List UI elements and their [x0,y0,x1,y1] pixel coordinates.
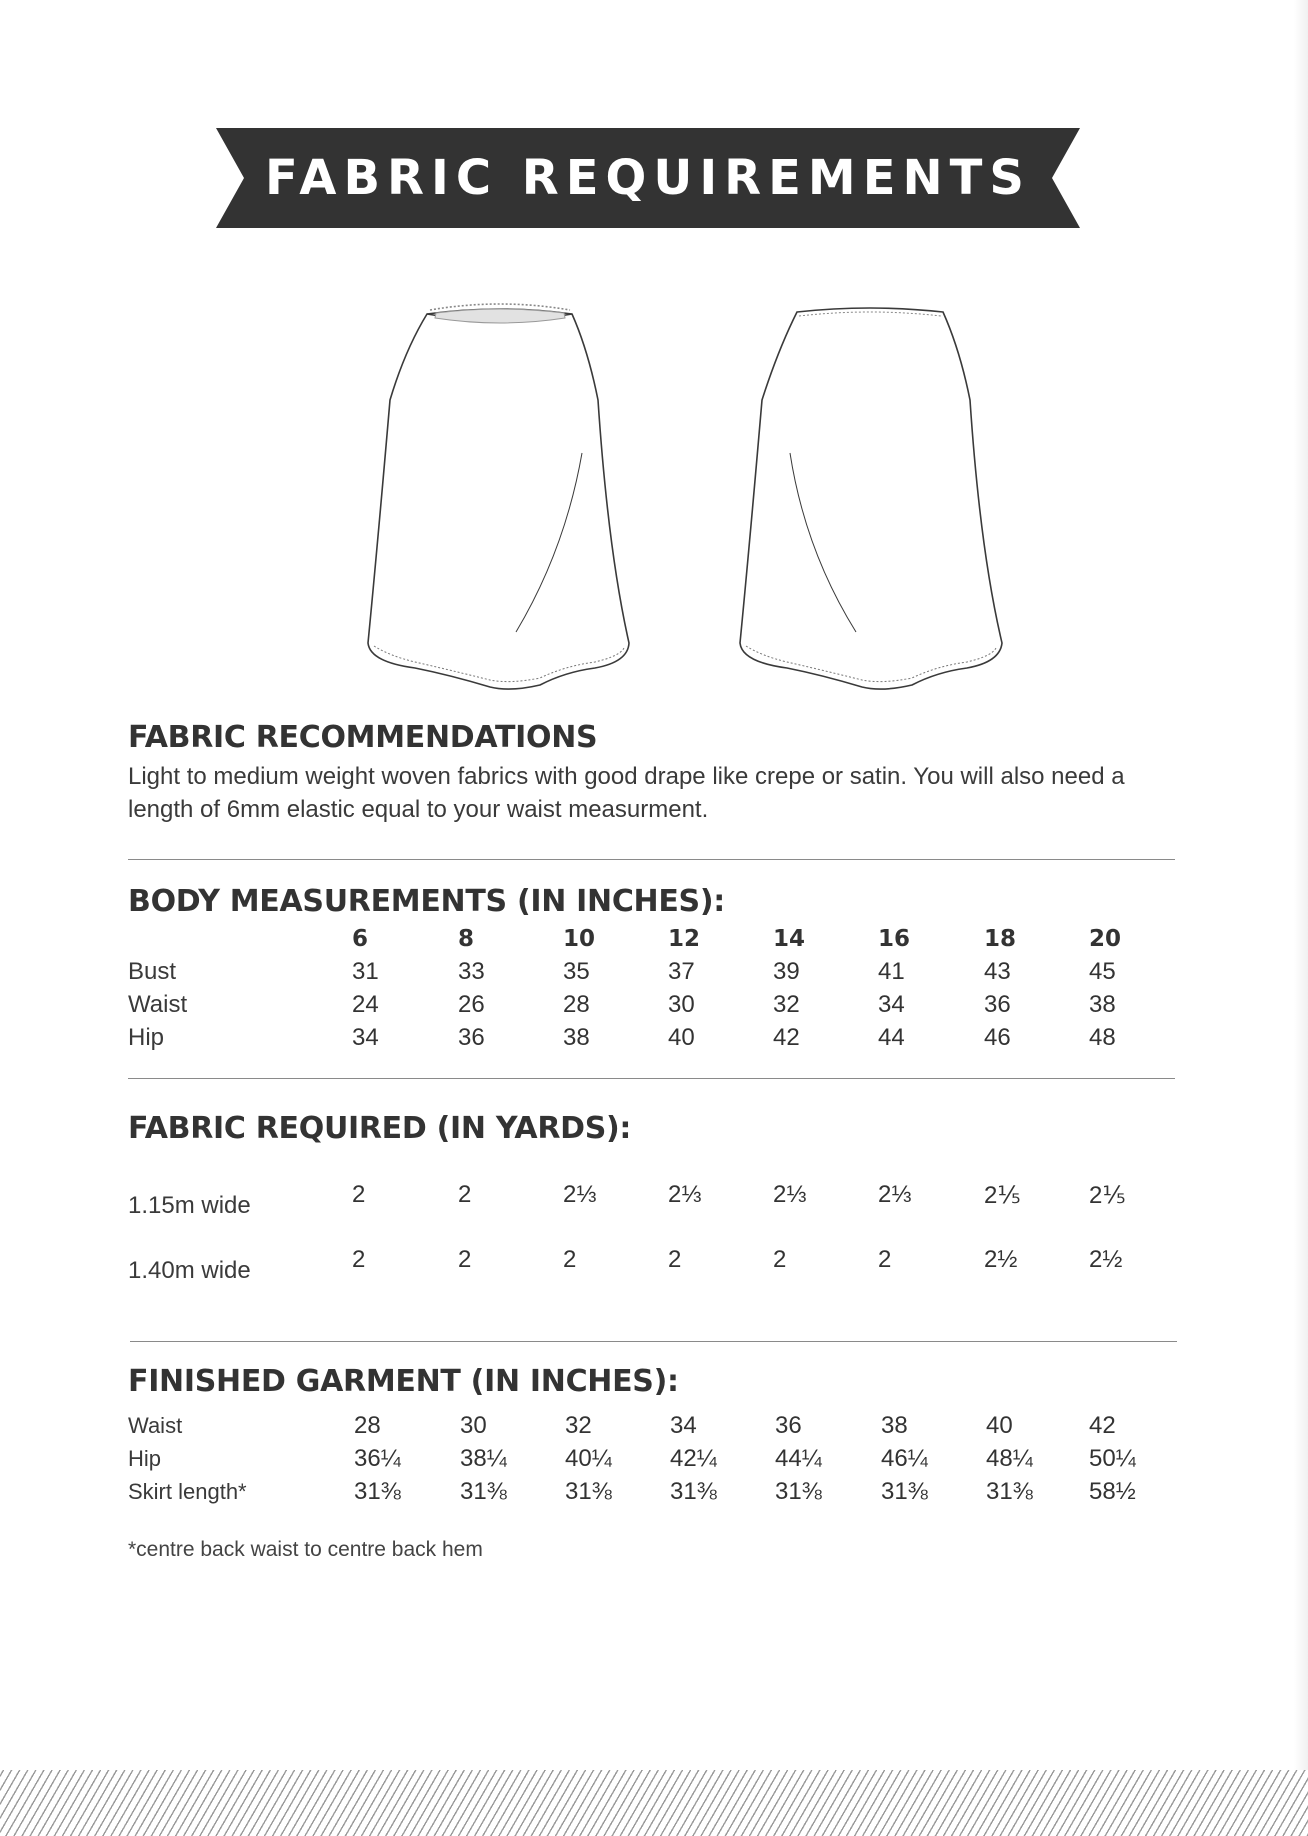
table-cell: 31⅜ [986,1478,1033,1505]
table-cell: 2 [773,1246,787,1273]
table-cell: 2⅕ [1089,1182,1126,1209]
table-cell: 2½ [1089,1246,1123,1273]
table-cell: 26 [458,991,485,1018]
size-header: 12 [668,926,701,952]
table-cell: 2⅓ [878,1181,912,1208]
table-cell: 30 [668,991,695,1018]
table-cell: 2 [563,1246,577,1273]
table-cell: 2 [352,1246,366,1273]
page-title: FABRIC REQUIREMENTS [265,150,1031,206]
divider [128,1078,1175,1079]
table-cell: 2 [878,1246,892,1273]
fabric-required-heading: FABRIC REQUIRED (IN YARDS): [128,1111,632,1146]
page-edge [1294,0,1308,1836]
table-cell: 36 [458,1024,485,1051]
row-label: Waist [128,1413,183,1438]
skirt-back-illustration [740,308,1002,689]
table-cell: 34 [670,1412,697,1439]
table-cell: 46 [984,1024,1011,1051]
table-cell: 40 [986,1412,1013,1439]
table-cell: 44¼ [775,1445,822,1472]
size-header: 8 [458,926,475,952]
row-label: 1.40m wide [128,1257,251,1284]
size-header: 20 [1089,926,1122,952]
table-cell: 28 [354,1412,381,1439]
finished-garment-heading: FINISHED GARMENT (IN INCHES): [128,1364,679,1399]
size-header: 10 [563,926,596,952]
table-cell: 2⅓ [668,1181,702,1208]
fabric-recommendations-heading: FABRIC RECOMMENDATIONS [128,720,598,755]
table-cell: 40 [668,1024,695,1051]
table-cell: 40¼ [565,1445,612,1472]
table-cell: 35 [563,958,590,985]
table-cell: 43 [984,958,1011,985]
size-header: 6 [352,926,369,952]
title-banner [216,128,1080,228]
table-cell: 38 [881,1412,908,1439]
table-cell: 2 [458,1246,472,1273]
table-cell: 31⅜ [565,1478,612,1505]
body-measurements-heading: BODY MEASUREMENTS (IN INCHES): [128,884,725,919]
row-label: Waist [128,991,188,1018]
table-cell: 2 [668,1246,682,1273]
table-cell: 28 [563,991,590,1018]
table-cell: 38¼ [460,1445,507,1472]
table-cell: 37 [668,958,695,985]
table-cell: 48¼ [986,1445,1033,1472]
table-cell: 36 [775,1412,802,1439]
divider [130,1341,1177,1342]
size-header: 18 [984,926,1017,952]
table-cell: 58½ [1089,1478,1136,1505]
table-cell: 41 [878,958,905,985]
table-cell: 42 [773,1024,800,1051]
skirt-illustrations [350,290,1010,690]
table-cell: 30 [460,1412,487,1439]
table-cell: 44 [878,1024,905,1051]
size-header: 14 [773,926,806,952]
hatched-footer-band [0,1770,1308,1836]
table-cell: 31⅜ [670,1478,717,1505]
table-cell: 24 [352,991,379,1018]
table-cell: 45 [1089,958,1116,985]
table-cell: 33 [458,958,485,985]
table-cell: 42¼ [670,1445,717,1472]
table-cell: 2 [458,1181,472,1208]
table-cell: 32 [565,1412,592,1439]
table-cell: 31 [352,958,379,985]
skirt-front-illustration [368,304,629,689]
row-label: Hip [128,1024,165,1051]
size-header: 16 [878,926,911,952]
table-cell: 2⅓ [563,1181,597,1208]
table-cell: 2⅓ [773,1181,807,1208]
table-cell: 2⅕ [984,1182,1021,1209]
row-label: Skirt length* [128,1479,247,1504]
table-cell: 2½ [984,1246,1018,1273]
fabric-recommendations-text: Light to medium weight woven fabrics with good drape like crepe or satin. You will also need a length of 6mm elastic equal to your waist measurment. [128,763,1125,823]
table-cell: 38 [563,1024,590,1051]
table-cell: 31⅜ [881,1478,928,1505]
table-cell: 2 [352,1181,366,1208]
table-cell: 34 [352,1024,379,1051]
table-cell: 34 [878,991,905,1018]
row-label: Bust [128,958,177,985]
divider [128,859,1175,860]
table-cell: 39 [773,958,800,985]
row-label: 1.15m wide [128,1192,251,1219]
table-cell: 46¼ [881,1445,928,1472]
row-label: Hip [128,1446,162,1471]
table-cell: 31⅜ [354,1478,401,1505]
table-cell: 36¼ [354,1445,401,1472]
table-cell: 36 [984,991,1011,1018]
table-cell: 50¼ [1089,1445,1136,1472]
table-cell: 31⅜ [460,1478,507,1505]
table-cell: 48 [1089,1024,1116,1051]
table-cell: 38 [1089,991,1116,1018]
table-cell: 31⅜ [775,1478,822,1505]
footnote: *centre back waist to centre back hem [128,1538,483,1561]
table-cell: 32 [773,991,800,1018]
table-cell: 42 [1089,1412,1116,1439]
